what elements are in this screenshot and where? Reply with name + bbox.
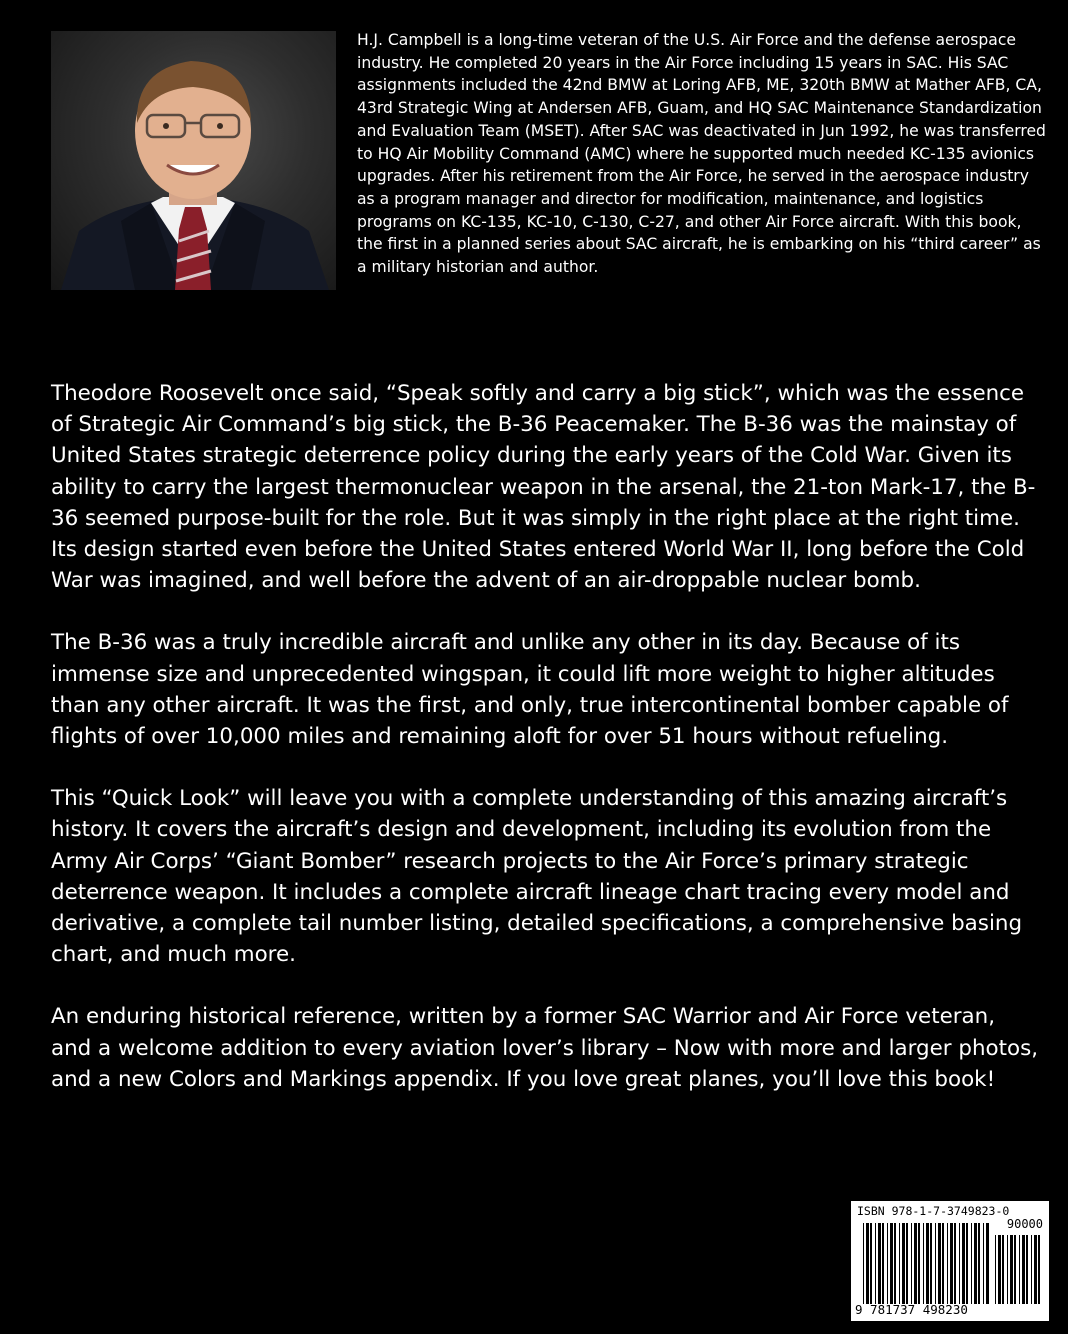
author-photo [51, 31, 336, 290]
author-portrait-icon [51, 31, 336, 290]
book-description [51, 378, 1041, 1126]
isbn-label: ISBN 978-1-7-3749823-0 [857, 1204, 1010, 1218]
description-paragraph: Theodore Roosevelt once said, “Speak softly and carry a big stick”, which was the essence of Strategic Air Command’s big stick, the B-36 Peacemaker. The B-36 was the mainstay of United States strategic deterrence policy during the early years of the Cold War. Given its ability to carry the largest thermonuclear weapon in the arsenal, the 21-ton Mark-17, the B-36 seemed purpose-built for the role. But it was simply in the right place at the right time. Its design started even before the United States entered World War II, long before the Cold War was imagined, and well before the advent of an air-droppable nuclear bomb. [51, 381, 1036, 594]
ean-digits: 9 781737 498230 [855, 1302, 968, 1317]
description-paragraph: The B-36 was a truly incredible aircraft and unlike any other in its day. Because of its immense size and unprecedented wingspan, it could lift more weight to higher altitudes than any other aircraft. It was the first, and only, true intercontinental bomber capable of flights of over 10,000 miles and remaining aloft for over 51 hours without refueling. [51, 630, 1009, 750]
description-paragraph: This “Quick Look” will leave you with a complete understanding of this amazing aircraft’s history. It covers the aircraft’s design and development, including its evolution from the Army Air Corps’ “Giant Bomber” research projects to the Air Force’s primary strategic deterrence weapon. It includes a complete aircraft lineage chart tracing every model and derivative, a complete tail number listing, detailed specifications, a comprehensive basing chart, and much more. [51, 786, 1023, 968]
description-paragraph: An enduring historical reference, written by a former SAC Warrior and Air Force veteran, and a welcome addition to every aviation lover’s library – Now with more and larger photos, and a new Colors and Markings appendix. If you love great planes, you’ll love this book! [51, 1004, 1039, 1092]
price-code: 90000 [1006, 1217, 1043, 1231]
author-bio: H.J. Campbell is a long-time veteran of the U.S. Air Force and the defense aerospace industry. He completed 20 years in the Air Force including 15 years in SAC. His SAC assignments included the 42nd BMW at Loring AFB, ME, 320th BMW at Mather AFB, CA, 43rd Strategic Wing at Andersen AFB, Guam, and HQ SAC Maintenance Standardization and Evaluation Team (MSET). After SAC was deactivated in Jun 1992, he was transferred to HQ Air Mobility Command (AMC) where he supported much needed KC-135 avionics upgrades. After his retirement from the Air Force, he served in the aerospace industry as a program manager and director for modification, maintenance, and logistics programs on KC-135, KC-10, C-130, C-27, and other Air Force aircraft. With this book, the first in a planned series about SAC aircraft, he is embarking on his “third career” as a military historian and author. [357, 31, 1046, 277]
isbn-barcode [851, 1201, 1049, 1321]
